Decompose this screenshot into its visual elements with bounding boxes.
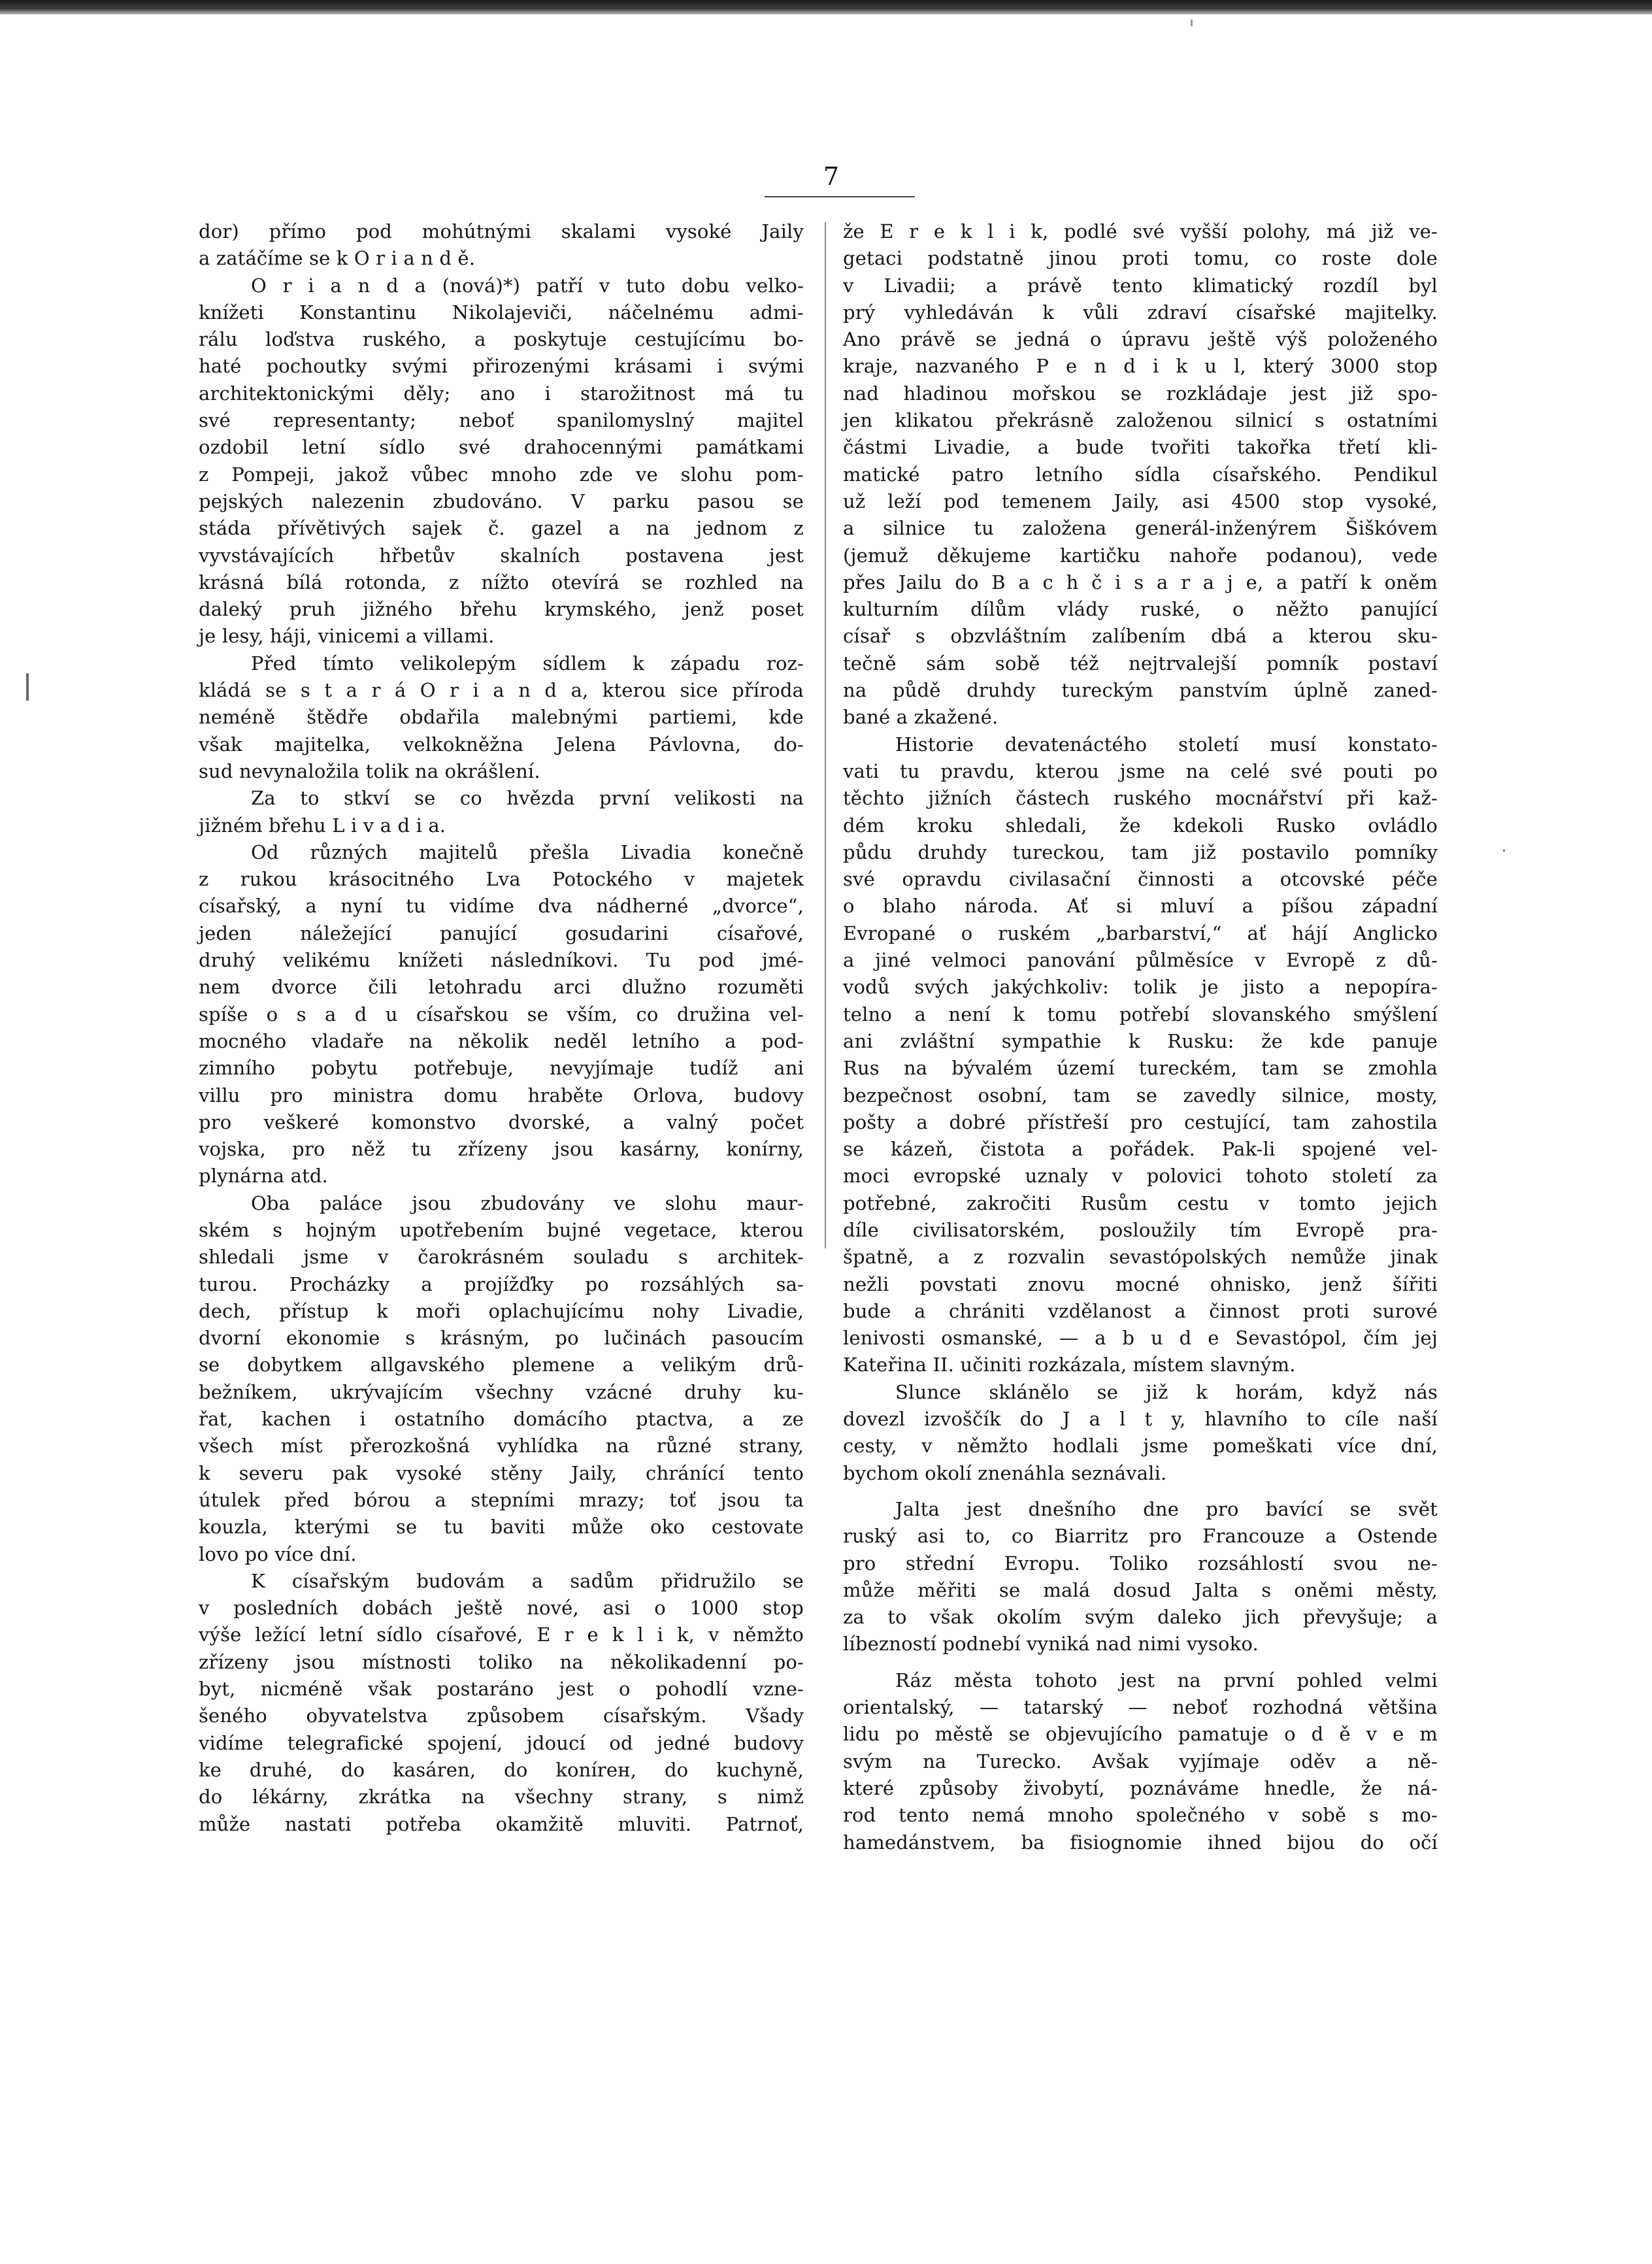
text-line: ke druhé, do kasáren, do konírен, do kuchyně, — [199, 1758, 804, 1781]
text-line: a silnice tu založena generál-inženýrem Šiškóvem — [843, 517, 1438, 540]
text-line: matické patro letního sídla císařského. Pendikul — [843, 463, 1438, 486]
text-line: jen klikatou překrásně založenou silnicí s ostatními — [843, 409, 1438, 432]
left-column — [199, 218, 804, 1838]
text-line: daleký pruh jižného břehu krymského, jenž poset — [199, 598, 804, 621]
text-line: vojska, pro něž tu zřízeny jsou kasárny, konírny, — [199, 1138, 804, 1161]
text-line: řat, kachen i ostatního domácího ptactva, a ze — [199, 1408, 804, 1431]
text-line: plynárna atd. — [199, 1165, 328, 1188]
text-line: výše ležící letní sídlo císařové, E r e k l i k, v němžto — [199, 1623, 804, 1646]
text-line: lenivosti osmanské, — a b u d e Sevastópol, čím jej — [843, 1327, 1438, 1350]
text-line: spíše o s a d u císařskou se vším, co družina vel- — [199, 1003, 804, 1025]
text-line: se kázeň, čistota a pořádek. Pak-li spojené vel- — [843, 1138, 1438, 1161]
text-line: těchto jižních částech ruského mocnářství při kaž- — [843, 787, 1438, 810]
text-line: moci evropské uznaly v polovici tohoto století za — [843, 1165, 1438, 1188]
text-line: své representanty; neboť spanilomyslný majitel — [199, 409, 804, 432]
text-line: císařský, a nyní tu vidíme dva nádherné „dvorce“, — [199, 895, 804, 918]
text-line: jižném břehu L i v a d i a. — [199, 814, 446, 837]
text-line: bezpečnost osobní, tam se zavedly silnice, mosty, — [843, 1084, 1438, 1107]
text-line: shledali jsme v čarokrásném souladu s architek- — [199, 1246, 804, 1269]
text-line: pro střední Evropu. Toliko rozsáhlostí svou ne- — [843, 1552, 1438, 1574]
text-line: kraje, nazvaného P e n d i k u l, který 3000 stop — [843, 355, 1438, 378]
text-line: částmi Livadie, a bude tvořiti takořka třetí kli- — [843, 436, 1438, 459]
text-line: Od různých majitelů přešla Livadia konečně — [251, 841, 804, 863]
text-line: stáda přívětivých sajek č. gazel a na jednom z — [199, 517, 804, 540]
margin-mark — [26, 673, 29, 701]
text-line: knížeti Konstantinu Nikolajeviči, náčelnému admi- — [199, 301, 804, 324]
text-line: telno a není k tomu potřebí slovanského smýšlení — [843, 1003, 1438, 1025]
text-line: nežli povstati znovu mocné ohnisko, jenž šířiti — [843, 1273, 1438, 1295]
text-line: všech míst přerozkošná vyhlídka na různé strany, — [199, 1435, 804, 1457]
text-line: pro veškeré komonstvo dvorské, a valný počet — [199, 1110, 804, 1133]
text-line: mocného vladaře na několik neděl letního a pod- — [199, 1029, 804, 1052]
text-line: do lékárny, zkrátka na všechny strany, s nimž — [199, 1786, 804, 1808]
text-line: lidu po městě se objevujícího pamatuje o d ě v e m — [843, 1723, 1438, 1746]
text-line: díle civilisatorském, posloužily tím Evropě pra- — [843, 1218, 1438, 1241]
text-line: K císařským budovám a sadům přidružilo se — [251, 1569, 804, 1592]
text-line: z Pompeji, jakož vůbec mnoho zde ve slohu pom- — [199, 463, 804, 486]
text-line: byt, nicméně však postaráno jest o pohodlí vzne- — [199, 1678, 804, 1701]
text-line: lovo po více dní. — [199, 1542, 357, 1565]
text-line: pošty a dobré přístřeší pro cestující, tam zahostila — [843, 1110, 1438, 1133]
text-line: dovezl izvoščík do J a l t y, hlavního to cíle naší — [843, 1408, 1438, 1431]
text-line: Ráz města tohoto jest na první pohled velmi — [895, 1669, 1438, 1691]
text-line: dech, přístup k moři oplachujícímu nohy Livadie, — [199, 1299, 804, 1322]
page-number: 7 — [823, 162, 840, 191]
text-line: ani zvláštní sympathie k Rusku: že kde panuje — [843, 1029, 1438, 1052]
text-line: nem dvorce čili letohradu arci dlužno rozuměti — [199, 976, 804, 999]
text-line: pejských nalezenin zbudováno. V parku pasou se — [199, 490, 804, 512]
text-line: že E r e k l i k, podlé své vyšší polohy, má již ve- — [843, 220, 1438, 242]
text-line: může nastati potřeba okamžitě mluviti. Patrnoť, — [199, 1812, 804, 1835]
text-line: Evropané o ruském „barbarství,“ ať hájí Anglicko — [843, 922, 1438, 944]
text-line: vidíme telegrafické spojení, jdoucí od jedné budovy — [199, 1731, 804, 1754]
text-line: Ano právě se jedná o úpravu ještě výš položeného — [843, 328, 1438, 351]
text-line: v posledních dobách ještě nové, asi o 1000 stop — [199, 1597, 804, 1620]
text-line: hamedánstvem, ba fisiognomie ihned bijou do očí — [843, 1831, 1438, 1854]
text-line: dém kroku shledali, že kdekoli Rusko ovládlo — [843, 814, 1438, 837]
text-line: sud nevynaložila tolik na okrášlení. — [199, 759, 540, 782]
text-line: Před tímto velikolepým sídlem k západu roz- — [251, 652, 804, 674]
text-line: o blaho národa. Ať si mluví a píšou západní — [843, 895, 1438, 918]
scan-edge — [0, 0, 1652, 14]
text-line: zimního pobytu potřebuje, nevyjímaje tudíž ani — [199, 1057, 804, 1080]
text-line: vyvstávajících hřbetův skalních postavena jest — [199, 544, 804, 567]
text-line: k severu pak vysoké stěny Jaily, chránící tento — [199, 1461, 804, 1484]
text-line: však majitelka, velkokněžna Jelena Pávlovna, do- — [199, 733, 804, 756]
text-line: Historie devatenáctého století musí konstato- — [895, 733, 1438, 756]
scan-speck — [1503, 850, 1505, 852]
text-line: které způsoby živobytí, poznáváme hnedle, že ná- — [843, 1776, 1438, 1799]
text-line: své opravdu civilasační činnosti a otcovské péče — [843, 868, 1438, 891]
text-line: bané a zkažené. — [843, 706, 999, 729]
text-line: neméně štědře obdařila malebnými partiemi, kde — [199, 706, 804, 729]
text-line: druhý velikému knížeti následníkovi. Tu pod jmé- — [199, 949, 804, 972]
text-line: v Livadii; a právě tento klimatický rozdíl byl — [843, 274, 1438, 297]
text-line: dvorní ekonomie s krásným, po lučinách pasoucím — [199, 1327, 804, 1350]
text-line: haté pochoutky svými přirozenými krásami i svými — [199, 355, 804, 378]
text-line: ozdobil letní sídlo své drahocennými památkami — [199, 436, 804, 459]
text-line: Slunce sklánělo se již k horám, když nás — [895, 1380, 1438, 1403]
text-line: ském s hojným upotřebením bujné vegetace, kterou — [199, 1218, 804, 1241]
text-line: z rukou krásocitného Lva Potockého v majetek — [199, 868, 804, 891]
text-line: Jalta jest dnešního dne pro bavící se svět — [895, 1497, 1438, 1520]
text-line: potřebné, zakročiti Rusům cestu v tomto jejich — [843, 1191, 1438, 1214]
text-line: O r i a n d a (nová)*) patří v tuto dobu velko- — [251, 274, 804, 297]
text-line: Za to stkví se co hvězda první velikosti na — [251, 787, 804, 810]
text-line: přes Jailu do B a c h č i s a r a j e, a patří k oněm — [843, 571, 1438, 593]
column-divider — [825, 222, 826, 1248]
text-line: prý vyhledáván k vůli zdraví císařské majitelky. — [843, 301, 1438, 324]
text-line: půdu druhdy tureckou, tam již postavilo pomníky — [843, 841, 1438, 863]
right-column — [843, 218, 1438, 1856]
text-line: je lesy, háji, vinicemi a villami. — [199, 625, 495, 648]
text-line: kládá se s t a r á O r i a n d a, kterou sice příroda — [199, 679, 804, 702]
text-line: císař s obzvláštním zalíbením dbá a kterou sku- — [843, 625, 1438, 648]
text-line: už leží pod temenem Jaily, asi 4500 stop vysoké, — [843, 490, 1438, 512]
text-line: architektonickými děly; ano i starožitnost má tu — [199, 382, 804, 405]
text-line: Rus na bývalém území tureckém, tam se zmohla — [843, 1057, 1438, 1080]
text-line: getaci podstatně jinou proti tomu, co roste dole — [843, 247, 1438, 270]
text-line: a zatáčíme se k O r i a n d ě. — [199, 247, 476, 270]
text-line: jeden náležející panující gosudarini císařové, — [199, 922, 804, 944]
text-line: nad hladinou mořskou se rozkládaje jest již spo- — [843, 382, 1438, 405]
text-line: bude a chrániti vzdělanost a činnost proti surové — [843, 1299, 1438, 1322]
text-line: může měřiti se malá dosud Jalta s oněmi městy, — [843, 1578, 1438, 1601]
scan-speck — [1191, 20, 1193, 26]
text-line: krásná bílá rotonda, z nížto otevírá se rozhled na — [199, 571, 804, 593]
text-line: se dobytkem allgavského plemene a velikým drů- — [199, 1354, 804, 1376]
text-line: svým na Turecko. Avšak vyjímaje oděv a ně- — [843, 1750, 1438, 1773]
text-line: cesty, v němžto hodlali jsme pomeškati více dní, — [843, 1435, 1438, 1457]
text-line: bežníkem, ukrývajícím všechny vzácné druhy ku- — [199, 1380, 804, 1403]
text-line: za to však okolím svým daleko jich převyšuje; a — [843, 1606, 1438, 1629]
text-line: a jiné velmoci panování půlměsíce v Evropě z dů- — [843, 949, 1438, 972]
text-line: orientalský, — tatarský — neboť rozhodná většina — [843, 1696, 1438, 1719]
text-line: (jemuž děkujeme kartičku nahoře podanou), vede — [843, 544, 1438, 567]
text-line: Kateřina II. učiniti rozkázala, místem slavným. — [843, 1354, 1296, 1376]
text-line: vodů svých jakýchkoliv: tolik je jisto a nepopíra- — [843, 976, 1438, 999]
text-line: rálu loďstva ruského, a poskytuje cestujícímu bo- — [199, 328, 804, 351]
text-line: kouzla, kterými se tu baviti může oko cestovate — [199, 1516, 804, 1539]
text-line: vati tu pravdu, kterou jsme na celé své pouti po — [843, 759, 1438, 782]
text-line: líbezností podnebí vyniká nad nimi vysoko. — [843, 1633, 1259, 1656]
text-line: bychom okolí znenáhla seznávali. — [843, 1461, 1167, 1484]
text-line: zřízeny jsou místnosti toliko na několikadenní po- — [199, 1650, 804, 1673]
text-line: kulturním dílům vlády ruské, o něžto panující — [843, 598, 1438, 621]
text-line: ruský asi to, co Biarritz pro Francouze a Ostende — [843, 1525, 1438, 1548]
text-line: turou. Procházky a projížďky po rozsáhlých sa- — [199, 1273, 804, 1295]
text-line: útulek před bórou a stepními mrazy; toť jsou ta — [199, 1488, 804, 1511]
text-line: villu pro ministra domu hraběte Orlova, budovy — [199, 1084, 804, 1107]
text-line: na půdě druhdy tureckým panstvím úplně zaned- — [843, 679, 1438, 702]
text-line: rod tento nemá mnoho společného v sobě s mo- — [843, 1804, 1438, 1827]
text-line: Oba paláce jsou zbudovány ve slohu maur- — [251, 1191, 804, 1214]
text-line: špatně, a z rozvalin sevastópolských nemůže jinak — [843, 1246, 1438, 1269]
text-line: dor) přímo pod mohútnými skalami vysoké Jaily — [199, 220, 804, 242]
text-line: šeného obyvatelstva způsobem císařským. Všady — [199, 1705, 804, 1727]
text-line: tečně sám sobě též nejtrvalejší pomník postaví — [843, 652, 1438, 674]
page-number-rule — [765, 196, 915, 197]
